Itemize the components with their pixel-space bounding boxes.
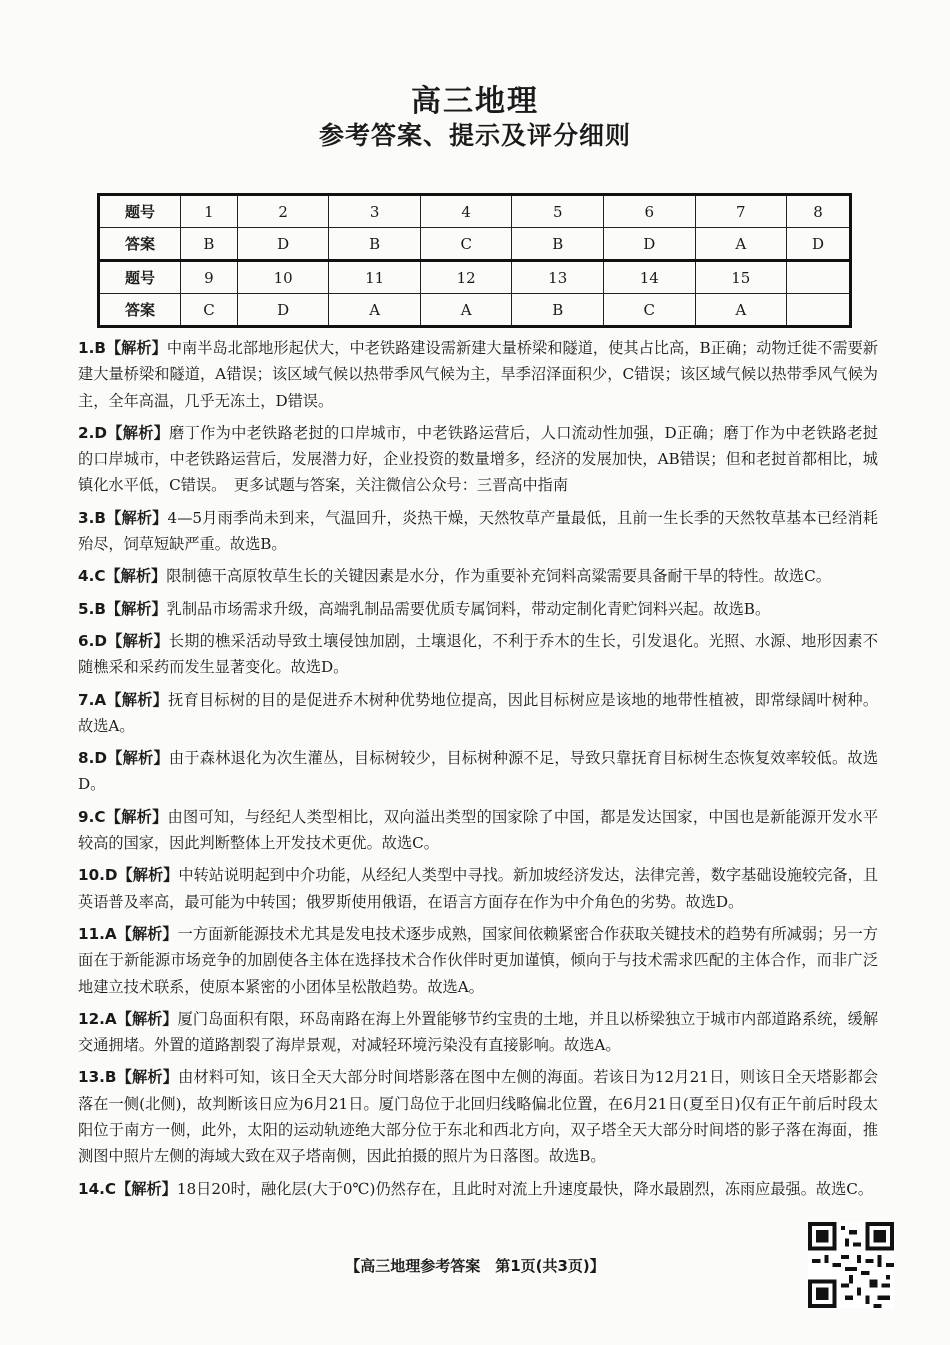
list-item: [78, 804, 878, 857]
table-cell: [787, 261, 851, 294]
table-cell: 4: [420, 195, 512, 228]
table-row: [99, 195, 851, 228]
item-tag: 【解析】: [116, 1179, 177, 1198]
table-cell: 7: [695, 195, 787, 228]
item-text: 4—5月雨季尚未到来，气温回升，炎热干燥，天然牧草产量最低，且前一生长季的天然牧草基本已经消耗殆尽，饲草短缺严重。故选B。: [78, 508, 878, 554]
answer-table: [97, 193, 852, 328]
item-number: 6.D: [78, 631, 107, 650]
item-number: 10.D: [78, 866, 118, 885]
list-item: [78, 563, 878, 589]
explanation-list: [78, 335, 878, 1208]
table-cell: 11: [329, 261, 421, 294]
table-cell: D: [237, 294, 329, 327]
item-tag: 【解析】: [116, 1068, 179, 1087]
item-tag: 【解析】: [106, 690, 169, 709]
item-tag: 【解析】: [116, 924, 178, 943]
header-cell: 题号: [99, 195, 181, 228]
header-cell: 答案: [99, 228, 181, 261]
table-cell: 1: [181, 195, 238, 228]
item-text: 磨丁作为中老铁路老挝的口岸城市，中老铁路运营后，人口流动性加强，D正确；磨丁作为中老铁路老挝的口岸城市，中老铁路运营后，发展潜力好，企业投资的数量增多，经济的发展加快，AB错误；但和老挝首都相比，城镇化水平低，C错误。 更多试题与答案，关注微信公众号：三晋高中指南: [78, 423, 878, 495]
item-number: 7.A: [78, 690, 107, 709]
item-text: 中南半岛北部地形起伏大，中老铁路建设需新建大量桥梁和隧道，使其占比高，B正确；动物迁徙不需要新建大量桥梁和隧道，A错误；该区域气候以热带季风气候为主，旱季沼泽面积少，C错误；该区域气候以热带季风气候为主，全年高温，几乎无冻土，D错误。: [78, 339, 878, 410]
item-tag: 【解析】: [106, 749, 169, 768]
list-item: [78, 420, 878, 499]
table-cell: A: [420, 294, 512, 327]
table-cell: 12: [420, 261, 512, 294]
item-tag: 【解析】: [105, 807, 168, 826]
table-cell: D: [787, 228, 851, 261]
item-number: 8.D: [78, 749, 107, 768]
table-cell: 14: [603, 261, 695, 294]
table-cell: B: [512, 228, 604, 261]
table-cell: A: [695, 294, 787, 327]
item-tag: 【解析】: [106, 423, 170, 442]
item-number: 13.B: [78, 1068, 117, 1087]
table-cell: 15: [695, 261, 787, 294]
table-cell: B: [181, 228, 238, 261]
item-text: 由材料可知，该日全天大部分时间塔影落在图中左侧的海面。若该日为12月21日，则该日全天塔影都会落在一侧(北侧)，故判断该日应为6月21日。厦门岛位于北回归线略偏北位置，在6月21日(夏至日)仅有正午前后时段太阳位于南方一侧，此外，太阳的运动轨迹绝大部分位于东北和西北方向，双子塔全天大部分时间塔的影子落在海面，推测图中照片左侧的海域大致在双子塔南侧，因此拍摄的照片为日落图。故选B。: [78, 1068, 879, 1166]
page-footer: 【高三地理参考答案 第1页(共3页)】: [345, 1257, 605, 1275]
table-cell: 2: [237, 195, 329, 228]
table-cell: 8: [787, 195, 851, 228]
item-tag: 【解析】: [116, 1009, 178, 1028]
item-text: 限制德干高原牧草生长的关键因素是水分，作为重要补充饲料高粱需要具备耐干旱的特性。故选C。: [166, 567, 831, 586]
table-cell: 9: [181, 261, 238, 294]
table-cell: A: [329, 294, 421, 327]
table-row: [99, 294, 851, 327]
item-tag: 【解析】: [105, 567, 167, 586]
list-item: [78, 687, 878, 740]
item-tag: 【解析】: [105, 599, 167, 618]
table-cell: C: [181, 294, 238, 327]
table-row: [99, 261, 851, 294]
item-number: 1.B: [78, 339, 106, 357]
table-cell: D: [603, 228, 695, 261]
table-cell: 13: [512, 261, 604, 294]
table-cell: 3: [329, 195, 421, 228]
item-number: 11.A: [78, 924, 117, 943]
table-cell: D: [237, 228, 329, 261]
table-cell: 10: [237, 261, 329, 294]
list-item: [78, 1064, 878, 1169]
table-cell: 6: [603, 195, 695, 228]
item-number: 3.B: [78, 508, 106, 527]
table-cell: 5: [512, 195, 604, 228]
table-cell: A: [695, 228, 787, 261]
item-number: 4.C: [78, 567, 106, 586]
item-tag: 【解析】: [106, 631, 169, 650]
item-text: 抚育目标树的目的是促进乔木树种优势地位提高，因此目标树应是该地的地带性植被，即常绿阔叶树种。故选A。: [78, 690, 879, 735]
item-number: 2.D: [78, 423, 107, 442]
table-row: [99, 228, 851, 261]
table-cell: C: [603, 294, 695, 327]
item-tag: 【解析】: [105, 339, 167, 357]
item-number: 9.C: [78, 807, 106, 826]
header-cell: 题号: [99, 261, 181, 294]
item-number: 12.A: [78, 1009, 117, 1028]
item-text: 18日20时，融化层(大于0℃)仍然存在，且此时对流上升速度最快，降水最剧烈，冻雨应最强。故选C。: [176, 1179, 874, 1198]
list-item: [78, 505, 878, 558]
item-text: 乳制品市场需求升级，高端乳制品需要优质专属饲料，带动定制化青贮饲料兴起。故选B。: [166, 599, 771, 618]
list-item: [78, 921, 878, 1000]
item-text: 由图可知，与经纪人类型相比，双向溢出类型的国家除了中国，都是发达国家，中国也是新能源开发水平较高的国家，因此判断整体上开发技术更优。故选C。: [78, 807, 879, 853]
item-tag: 【解析】: [105, 508, 168, 527]
header-cell: 答案: [99, 294, 181, 327]
item-text: 厦门岛面积有限，环岛南路在海上外置能够节约宝贵的土地，并且以桥梁独立于城市内部道路系统，缓解交通拥堵。外置的道路割裂了海岸景观，对减轻环境污染没有直接影响。故选A。: [78, 1009, 879, 1055]
table-cell: C: [420, 228, 512, 261]
list-item: [78, 1176, 878, 1202]
page-title: 高三地理: [411, 84, 539, 119]
item-text: 一方面新能源技术尤其是发电技术逐步成熟，国家间依赖紧密合作获取关键技术的趋势有所减弱；另一方面在于新能源市场竞争的加剧使各主体在选择技术合作伙伴时更加谨慎，倾向于与技术需求匹配的主体合作，而非广泛地建立技术联系，使原本紧密的小团体呈松散趋势。故选A。: [78, 924, 879, 996]
qr-code-icon: [808, 1222, 894, 1308]
list-item: [78, 862, 878, 915]
list-item: [78, 1006, 878, 1059]
item-text: 由于森林退化为次生灌丛，目标树较少，目标树种源不足，导致只靠抚育目标树生态恢复效率较低。故选D。: [78, 749, 879, 794]
item-number: 5.B: [78, 599, 106, 618]
list-item: [78, 596, 878, 622]
list-item: [78, 628, 878, 681]
item-text: 长期的樵采活动导致土壤侵蚀加剧，土壤退化，不利于乔木的生长，引发退化。光照、水源、地形因素不随樵采和采药而发生显著变化。故选D。: [78, 631, 879, 677]
table-cell: [787, 294, 851, 327]
table-cell: B: [329, 228, 421, 261]
list-item: [78, 335, 878, 414]
table-cell: B: [512, 294, 604, 327]
item-number: 14.C: [78, 1179, 117, 1198]
item-text: 中转站说明起到中介功能，从经纪人类型中寻找。新加坡经济发达，法律完善，数字基础设施较完备，且英语普及率高，最可能为中转国；俄罗斯使用俄语，在语言方面存在作为中介角色的劣势。故选D。: [78, 866, 879, 911]
item-tag: 【解析】: [117, 866, 179, 885]
page-subtitle: 参考答案、提示及评分细则: [318, 121, 631, 150]
list-item: [78, 745, 878, 798]
